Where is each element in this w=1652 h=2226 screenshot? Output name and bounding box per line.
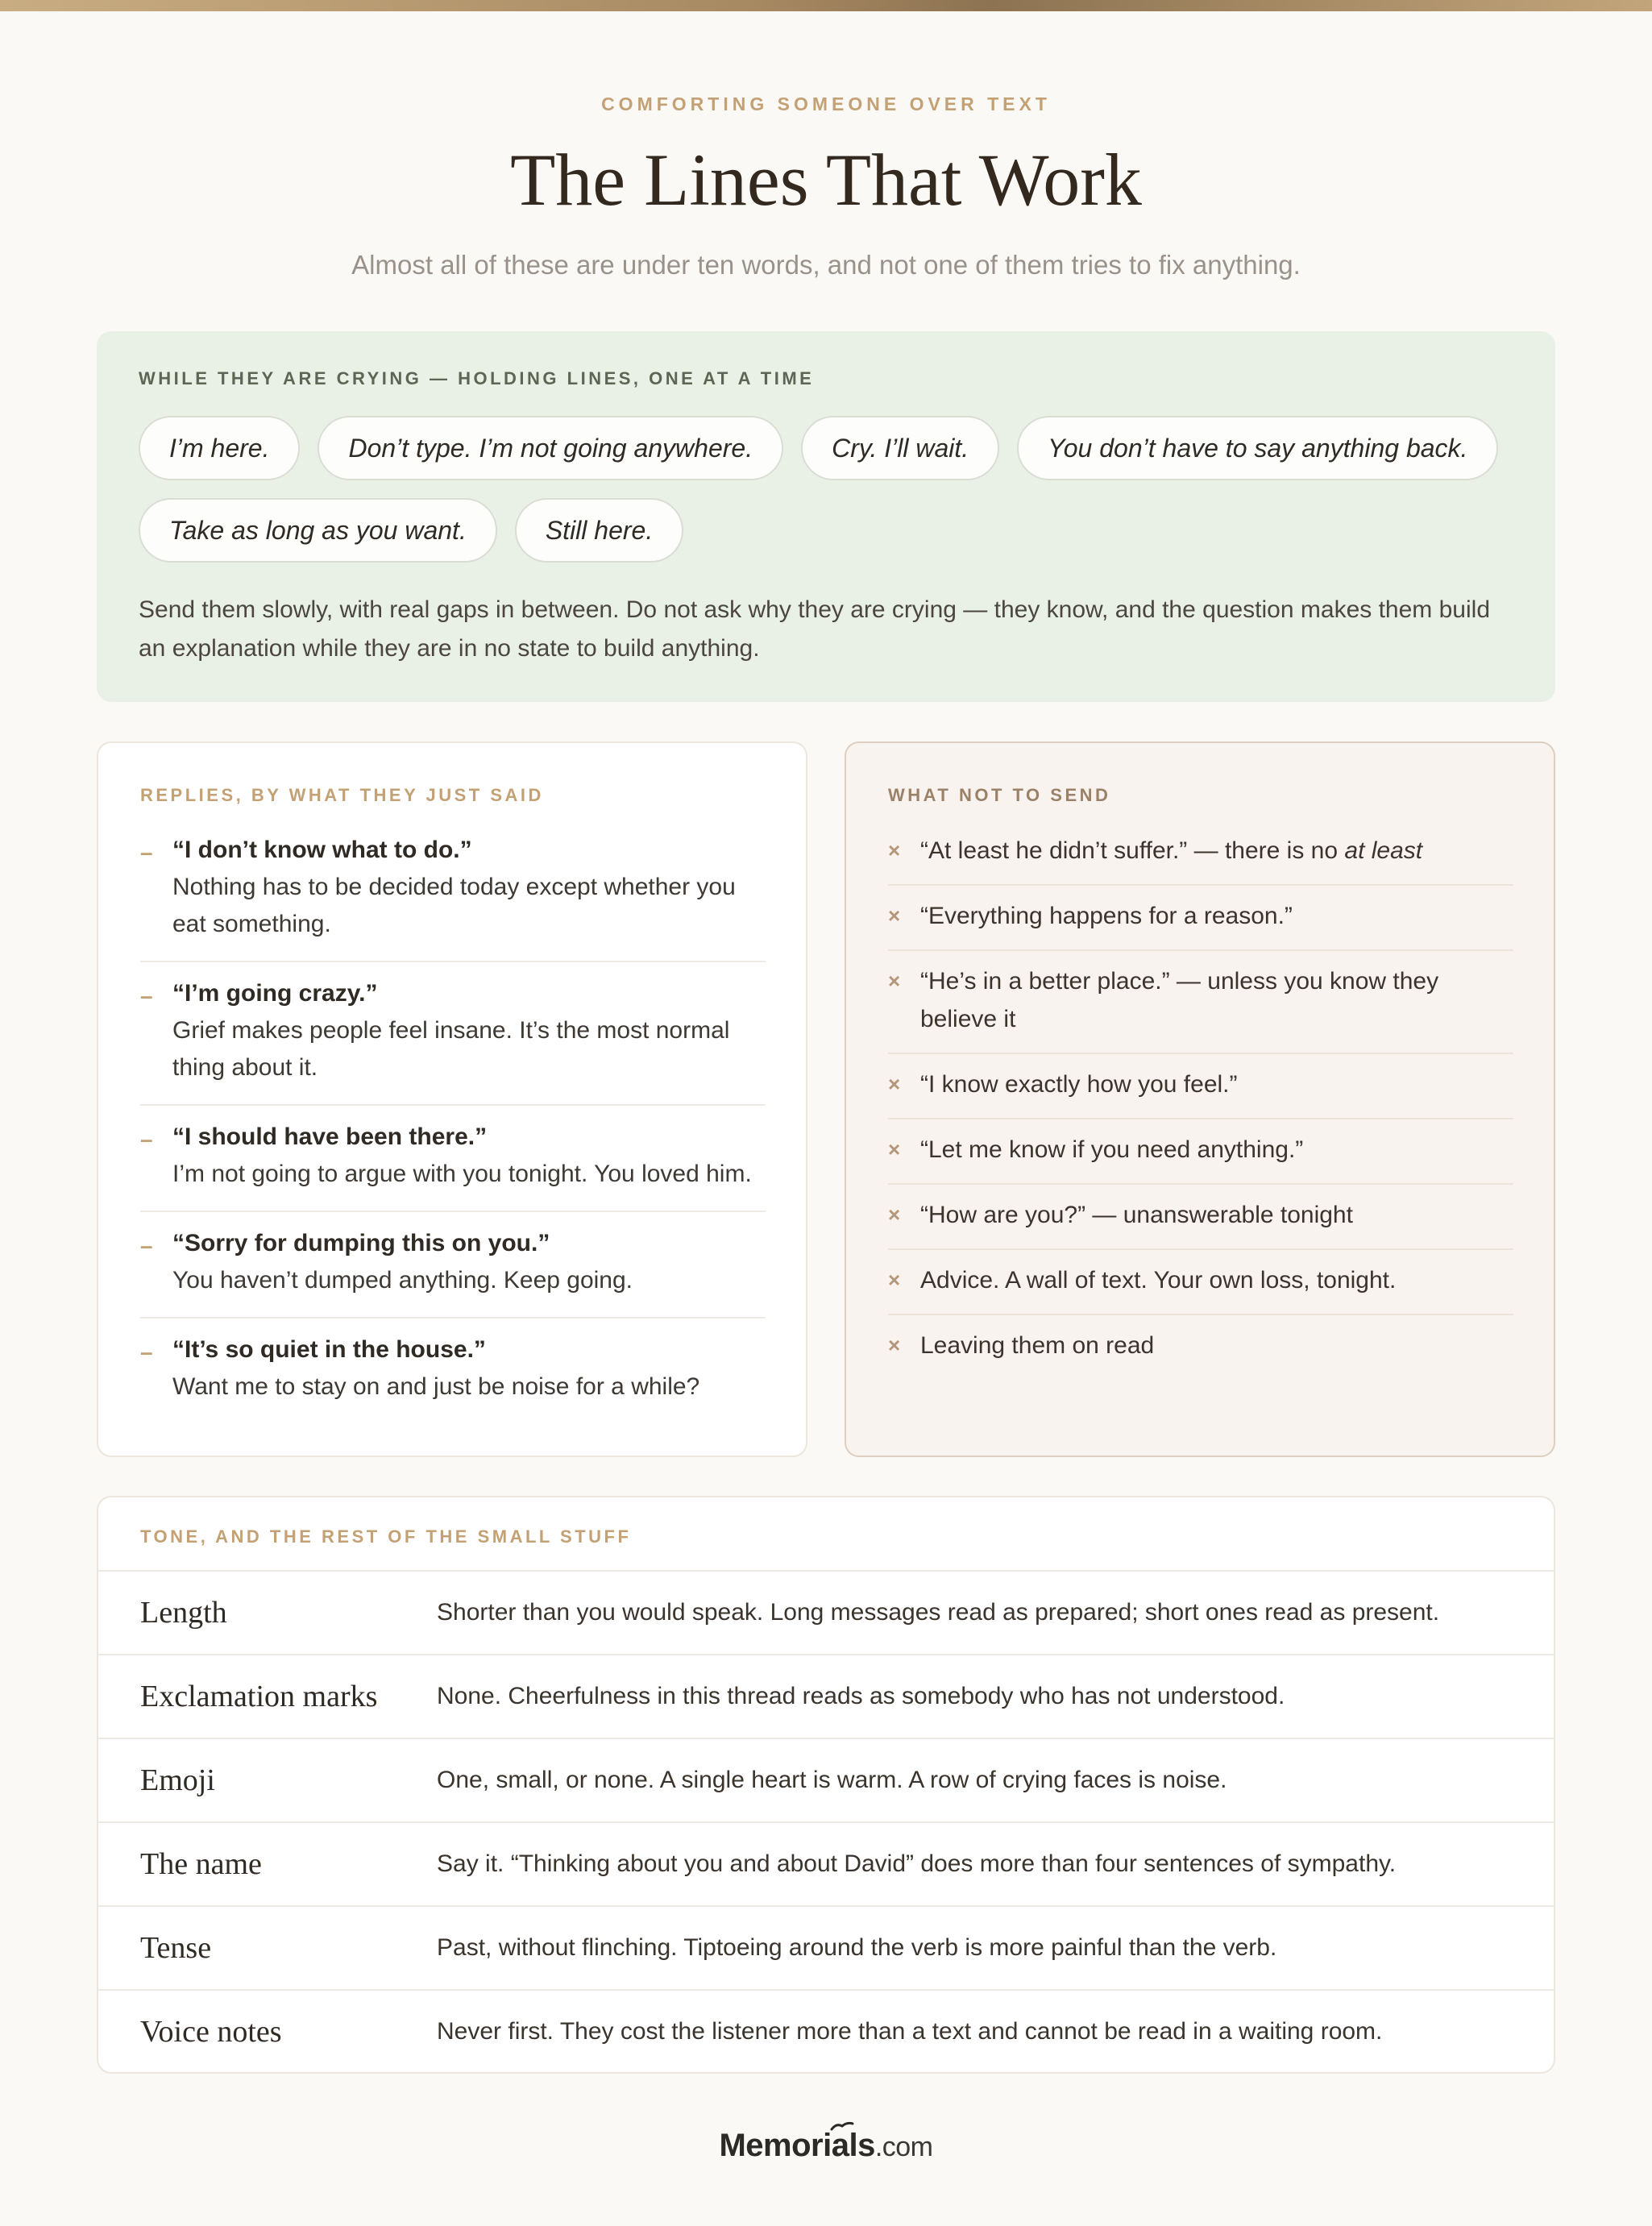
cross-icon: ×: [888, 1202, 901, 1227]
holding-lines-panel: [97, 331, 1555, 702]
tone-key: The name: [140, 1847, 262, 1881]
holding-line-chip: You don’t have to say anything back.: [1017, 416, 1498, 480]
tone-value: Say it. “Thinking about you and about David” does more than four sentences of sympathy.: [437, 1850, 1397, 1877]
dont-text: “Let me know if you need anything.”: [920, 1136, 1304, 1163]
holding-note: Send them slowly, with real gaps in between. Do not ask why they are crying — they know, and the question makes them build an explanation while they are in no state to build anything.: [139, 596, 1490, 662]
tone-value: Shorter than you would speak. Long messages read as prepared; short ones read as present.: [437, 1599, 1440, 1626]
page-title: The Lines That Work: [510, 139, 1142, 221]
holding-lines-list: [139, 416, 1525, 563]
brand-logo[interactable]: [719, 2128, 932, 2164]
cross-icon: ×: [888, 969, 901, 993]
dont-text: Leaving them on read: [920, 1332, 1155, 1359]
reply-quote: “I’m going crazy.”: [172, 980, 378, 1007]
cross-icon: ×: [888, 1137, 901, 1161]
reply-text: You haven’t dumped anything. Keep going.: [172, 1267, 633, 1294]
tone-value: One, small, or none. A single heart is warm. A row of crying faces is noise.: [437, 1767, 1227, 1793]
tone-rows: [98, 1570, 1554, 2073]
cross-icon: ×: [888, 838, 901, 862]
reply-text: Grief makes people feel insane. It’s the most normal thing about it.: [172, 1017, 730, 1081]
replies-label: REPLIES, BY WHAT THEY JUST SAID: [140, 785, 544, 805]
donts-list: [888, 832, 1513, 1364]
cross-icon: ×: [888, 903, 901, 928]
cross-icon: ×: [888, 1333, 901, 1357]
reply-item: [140, 1104, 766, 1211]
dont-text: “I know exactly how you feel.”: [920, 1071, 1238, 1098]
dont-item: [888, 832, 1513, 884]
dash-icon: –: [140, 840, 153, 865]
dash-icon: –: [140, 1339, 153, 1364]
page-subtitle: Almost all of these are under ten words, and not one of them tries to fix anything.: [351, 250, 1301, 280]
dont-text: “He’s in a better place.” — unless you know they believe it: [920, 968, 1439, 1032]
tone-label: TONE, AND THE REST OF THE SMALL STUFF: [140, 1526, 632, 1547]
donts-label: WHAT NOT TO SEND: [888, 785, 1111, 805]
cross-icon: ×: [888, 1072, 901, 1096]
tone-key: Tense: [140, 1931, 212, 1965]
dash-icon: –: [140, 1127, 153, 1152]
replies-list: [140, 832, 766, 1406]
eyebrow: COMFORTING SOMEONE OVER TEXT: [601, 93, 1051, 114]
tone-row: [98, 1905, 1554, 1989]
holding-line-chip: Take as long as you want.: [139, 498, 497, 563]
tone-row: [98, 1570, 1554, 1654]
tone-key: Exclamation marks: [140, 1680, 378, 1713]
tone-value: Never first. They cost the listener more than a text and cannot be read in a waiting room.: [437, 2018, 1383, 2045]
tone-key: Voice notes: [140, 2015, 282, 2049]
reply-text: Want me to stay on and just be noise for a while?: [172, 1373, 700, 1400]
reply-quote: “I don’t know what to do.”: [172, 837, 472, 863]
reply-quote: “It’s so quiet in the house.”: [172, 1336, 486, 1363]
tone-table: [97, 1496, 1555, 2074]
dont-text: “At least he didn’t suffer.” — there is no: [920, 837, 1345, 864]
tone-row: [98, 1989, 1554, 2073]
dont-item: [888, 949, 1513, 1053]
dont-text: Advice. A wall of text. Your own loss, tonight.: [920, 1267, 1397, 1294]
dont-item: [888, 1183, 1513, 1248]
dont-item: [888, 884, 1513, 949]
holding-line-chip: I’m here.: [139, 416, 300, 480]
replies-card: [97, 741, 807, 1457]
dont-item: [888, 1118, 1513, 1183]
tone-row: [98, 1738, 1554, 1821]
reply-quote: “Sorry for dumping this on you.”: [172, 1230, 550, 1256]
tone-value: Past, without flinching. Tiptoeing around the verb is more painful than the verb.: [437, 1934, 1277, 1961]
reply-text: Nothing has to be decided today except whether you eat something.: [172, 874, 736, 937]
holding-line-chip: Still here.: [515, 498, 683, 563]
dash-icon: –: [140, 983, 153, 1008]
dont-text: “Everything happens for a reason.”: [920, 903, 1293, 929]
what-not-to-send-card: [845, 741, 1555, 1457]
footer: [0, 2128, 1652, 2164]
tone-key: Emoji: [140, 1763, 215, 1797]
brand-name: Memorials: [719, 2128, 875, 2163]
dont-item: [888, 1314, 1513, 1364]
reply-text: I’m not going to argue with you tonight. You loved him.: [172, 1161, 752, 1187]
reply-item: [140, 832, 766, 961]
dont-item: [888, 1053, 1513, 1118]
reply-item: [140, 1211, 766, 1317]
holding-line-chip: Cry. I’ll wait.: [801, 416, 999, 480]
dont-item: [888, 1248, 1513, 1314]
holding-label: WHILE THEY ARE CRYING — HOLDING LINES, ONE AT A TIME: [139, 368, 815, 388]
brand-domain: .com: [874, 2132, 933, 2162]
holding-line-chip: Don’t type. I’m not going anywhere.: [318, 416, 783, 480]
reply-item: [140, 1317, 766, 1406]
tone-row: [98, 1821, 1554, 1905]
dont-text: “How are you?” — unanswerable tonight: [920, 1202, 1353, 1228]
tone-key: Length: [140, 1596, 227, 1630]
tone-row: [98, 1654, 1554, 1738]
reply-item: [140, 961, 766, 1104]
cross-icon: ×: [888, 1268, 901, 1292]
top-accent-bar: [0, 0, 1652, 11]
dont-emphasis: at least: [1344, 837, 1423, 864]
bird-mark-icon: [830, 2121, 854, 2131]
reply-quote: “I should have been there.”: [172, 1123, 488, 1150]
dash-icon: –: [140, 1233, 153, 1258]
tone-value: None. Cheerfulness in this thread reads as somebody who has not understood.: [437, 1683, 1285, 1709]
